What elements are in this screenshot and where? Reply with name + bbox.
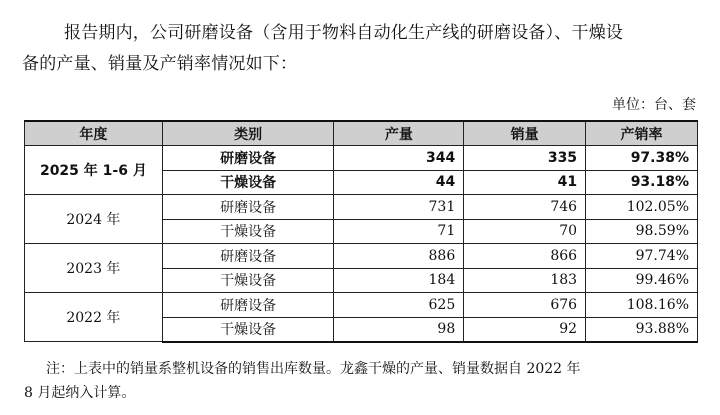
intro-line-2: 备的产量、销量及产销率情况如下： [22, 54, 298, 74]
rate-cell: 97.74% [586, 244, 698, 269]
sales-cell: 183 [464, 268, 586, 293]
category-cell: 研磨设备 [162, 195, 334, 220]
production-sales-table [24, 120, 698, 343]
production-cell: 625 [334, 293, 464, 318]
production-cell: 731 [334, 195, 464, 220]
rate-cell: 93.88% [586, 317, 698, 342]
intro-paragraph [22, 18, 702, 80]
production-cell: 184 [334, 268, 464, 293]
category-cell: 研磨设备 [162, 293, 334, 318]
rate-cell: 108.16% [586, 293, 698, 318]
rate-cell: 97.38% [586, 146, 698, 171]
table-body [25, 146, 698, 342]
category-cell: 干燥设备 [162, 170, 334, 195]
table-row [25, 146, 698, 171]
table-row [25, 244, 698, 269]
production-cell: 98 [334, 317, 464, 342]
header-rate: 产销率 [586, 121, 698, 146]
sales-cell: 41 [464, 170, 586, 195]
category-cell: 研磨设备 [162, 146, 334, 171]
unit-label: 单位：台、套 [612, 97, 696, 113]
header-category: 类别 [162, 121, 334, 146]
intro-line-1: 报告期内，公司研磨设备（含用于物料自动化生产线的研磨设备）、干燥设 [64, 23, 624, 43]
category-cell: 干燥设备 [162, 219, 334, 244]
production-cell: 886 [334, 244, 464, 269]
header-year: 年度 [25, 121, 163, 146]
category-cell: 干燥设备 [162, 317, 334, 342]
sales-cell: 676 [464, 293, 586, 318]
footnote-line-2: 8 月起纳入计算。 [24, 385, 136, 401]
footnote [24, 357, 696, 405]
sales-cell: 746 [464, 195, 586, 220]
year-cell: 2022 年 [25, 293, 163, 342]
category-cell: 研磨设备 [162, 244, 334, 269]
year-cell: 2024 年 [25, 195, 163, 244]
rate-cell: 102.05% [586, 195, 698, 220]
table-row [25, 293, 698, 318]
sales-cell: 866 [464, 244, 586, 269]
rate-cell: 93.18% [586, 170, 698, 195]
rate-cell: 99.46% [586, 268, 698, 293]
sales-cell: 70 [464, 219, 586, 244]
table-header-row [25, 121, 698, 146]
year-cell: 2025 年 1-6 月 [25, 146, 163, 195]
footnote-line-1: 注：上表中的销量系整机设备的销售出库数量。龙鑫干燥的产量、销量数据自 2022 年 [46, 361, 581, 377]
header-production: 产量 [334, 121, 464, 146]
year-cell: 2023 年 [25, 244, 163, 293]
category-cell: 干燥设备 [162, 268, 334, 293]
sales-cell: 335 [464, 146, 586, 171]
sales-cell: 92 [464, 317, 586, 342]
table-row [25, 195, 698, 220]
header-sales: 销量 [464, 121, 586, 146]
rate-cell: 98.59% [586, 219, 698, 244]
production-cell: 44 [334, 170, 464, 195]
production-cell: 344 [334, 146, 464, 171]
production-cell: 71 [334, 219, 464, 244]
